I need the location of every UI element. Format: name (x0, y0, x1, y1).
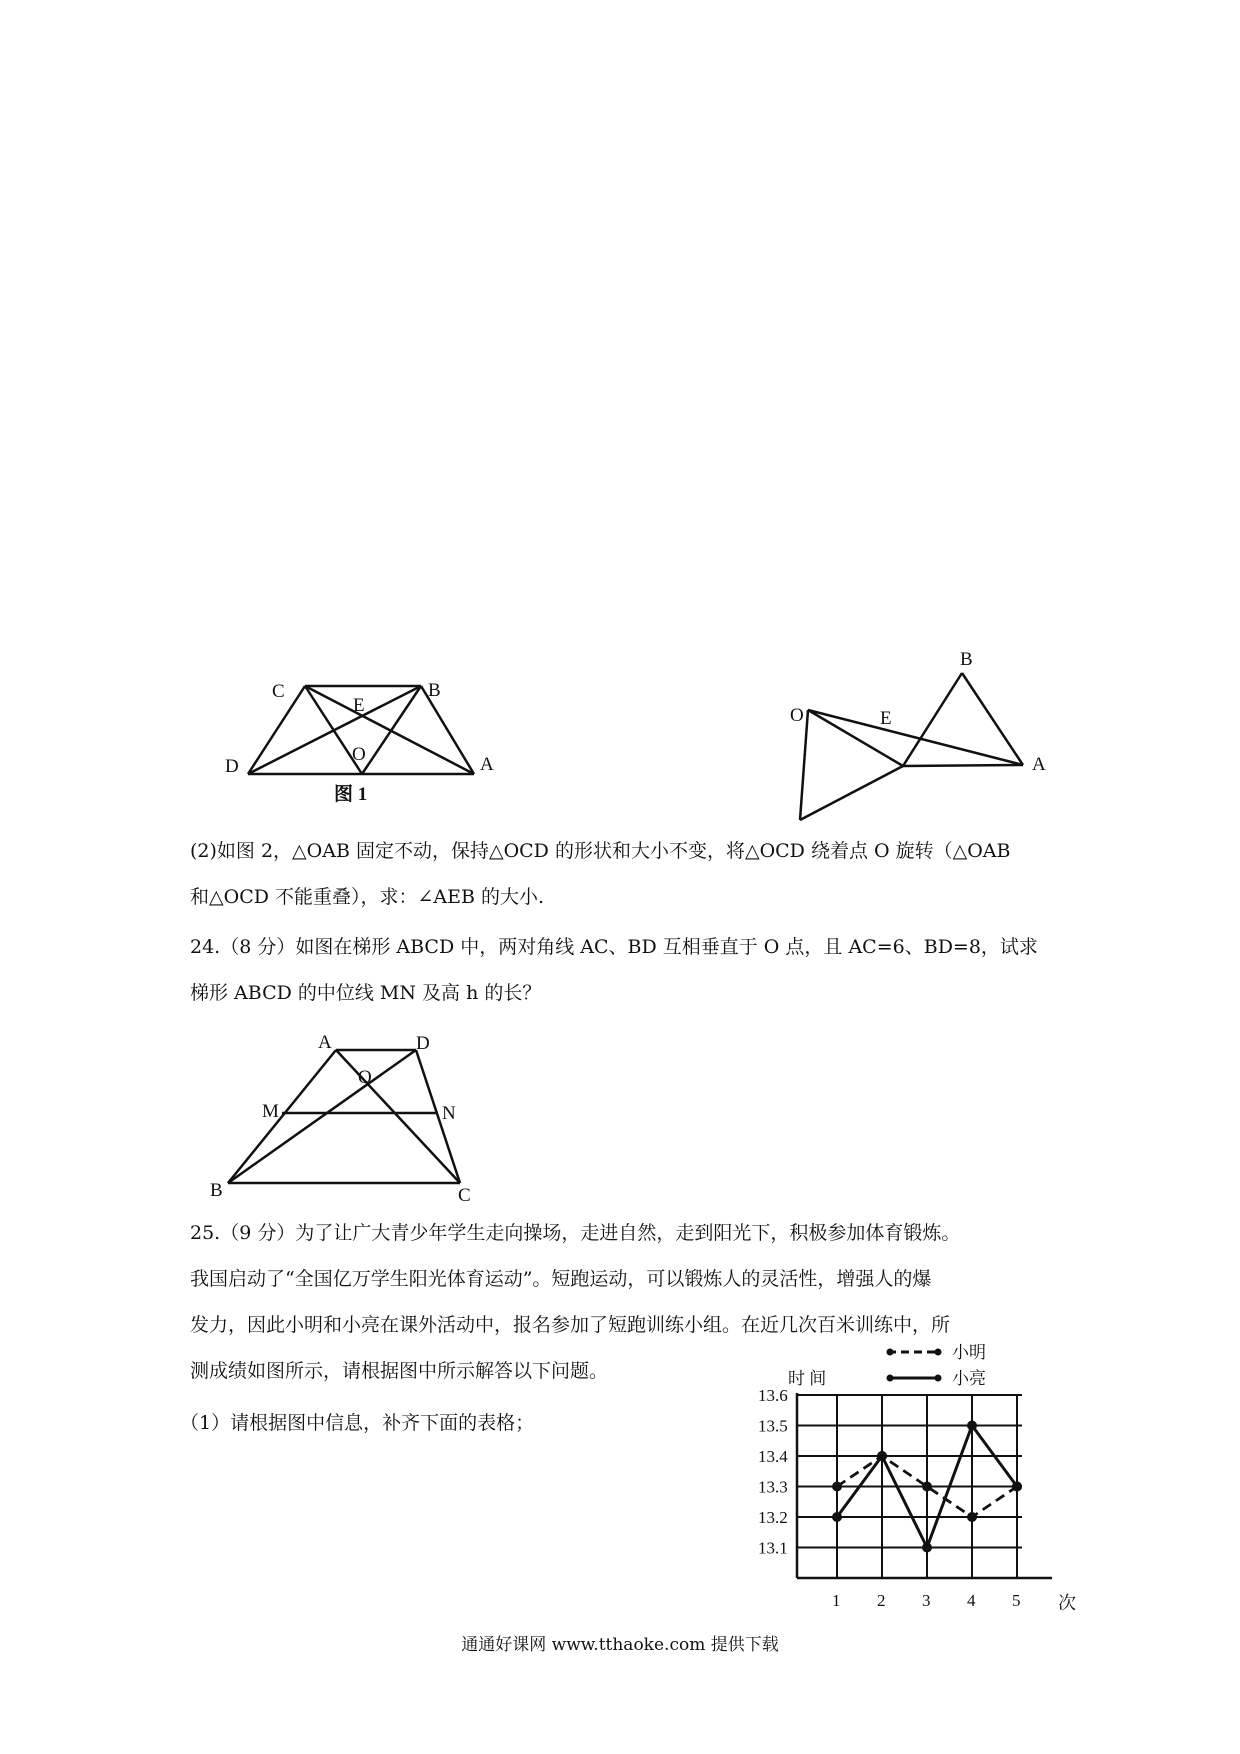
page-footer: 通通好课网 www.tthaoke.com 提供下载 (461, 1635, 779, 1655)
data-point (877, 1451, 887, 1461)
label-e: E (353, 695, 365, 716)
data-point (922, 1482, 932, 1492)
data-point (832, 1482, 842, 1492)
question-25-line-1: 25.（9 分）为了让广大青少年学生走向操场，走进自然，走到阳光下，积极参加体育锻炼。 (190, 1222, 961, 1244)
x-tick-label: 2 (877, 1591, 886, 1610)
legend-label: 小明 (952, 1343, 986, 1362)
legend-marker (887, 1349, 894, 1356)
legend-marker (887, 1375, 894, 1382)
data-point (922, 1543, 932, 1553)
label-c: C (272, 681, 285, 702)
label-o: O (352, 744, 366, 765)
x-tick-label: 4 (967, 1591, 976, 1610)
x-tick-label: 1 (832, 1591, 841, 1610)
label-m3: M (262, 1101, 279, 1122)
legend-label: 小亮 (952, 1369, 986, 1388)
label-e2: E (880, 708, 892, 729)
label-c3: C (458, 1185, 471, 1206)
y-tick-label: 13.6 (758, 1386, 788, 1405)
x-tick-label: 5 (1012, 1591, 1021, 1610)
label-d: D (225, 756, 239, 777)
data-point (967, 1512, 977, 1522)
y-tick-label: 13.4 (758, 1447, 788, 1466)
question-24-line-2: 梯形 ABCD 的中位线 MN 及高 h 的长？ (190, 982, 542, 1004)
label-a2: A (1032, 754, 1046, 775)
question-25-part-1-text: （1）请根据图中信息，补齐下面的表格； (180, 1412, 535, 1434)
question-25-line-3: 发力，因此小明和小亮在课外活动中，报名参加了短跑训练小组。在近几次百米训练中，所 (190, 1314, 951, 1336)
label-d3: D (416, 1033, 430, 1054)
y-tick-label: 13.2 (758, 1508, 788, 1527)
label-n3: N (442, 1103, 456, 1124)
question-24-line-1: 24.（8 分）如图在梯形 ABCD 中，两对角线 AC、BD 互相垂直于 O 点，且 AC=6、BD=8，试求 (190, 936, 1038, 958)
y-tick-label: 13.1 (758, 1538, 788, 1558)
x-tick-label: 3 (922, 1591, 931, 1610)
question-23-line-1: (2)如图 2，△OAB 固定不动，保持△OCD 的形状和大小不变，将△OCD 绕着点 O 旋转（△OAB (190, 840, 1011, 862)
figure-1-caption: 图 1 (334, 784, 368, 805)
label-a: A (480, 754, 494, 775)
y-tick-label: 13.3 (758, 1477, 788, 1497)
legend-marker (935, 1375, 942, 1382)
label-o2: O (790, 705, 804, 726)
question-25-line-2: 我国启动了“全国亿万学生阳光体育运动”。短跑运动，可以锻炼人的灵活性，增强人的爆 (190, 1268, 932, 1290)
data-point (967, 1421, 977, 1431)
data-point (832, 1512, 842, 1522)
label-a3: A (318, 1032, 332, 1053)
label-b3: B (210, 1180, 223, 1201)
question-25-line-4: 测成绩如图所示，请根据图中所示解答以下问题。 (190, 1360, 609, 1382)
y-tick-label: 13.5 (758, 1416, 788, 1436)
y-axis-label: 时 间 (788, 1369, 827, 1388)
label-b: B (428, 680, 441, 701)
x-axis-label: 次 (1058, 1593, 1076, 1613)
label-b2: B (960, 649, 973, 670)
question-23-line-2: 和△OCD 不能重叠），求：∠AEB 的大小. (190, 886, 545, 908)
data-point (1012, 1482, 1022, 1492)
legend-marker (935, 1349, 942, 1356)
label-o3: O (358, 1067, 372, 1088)
